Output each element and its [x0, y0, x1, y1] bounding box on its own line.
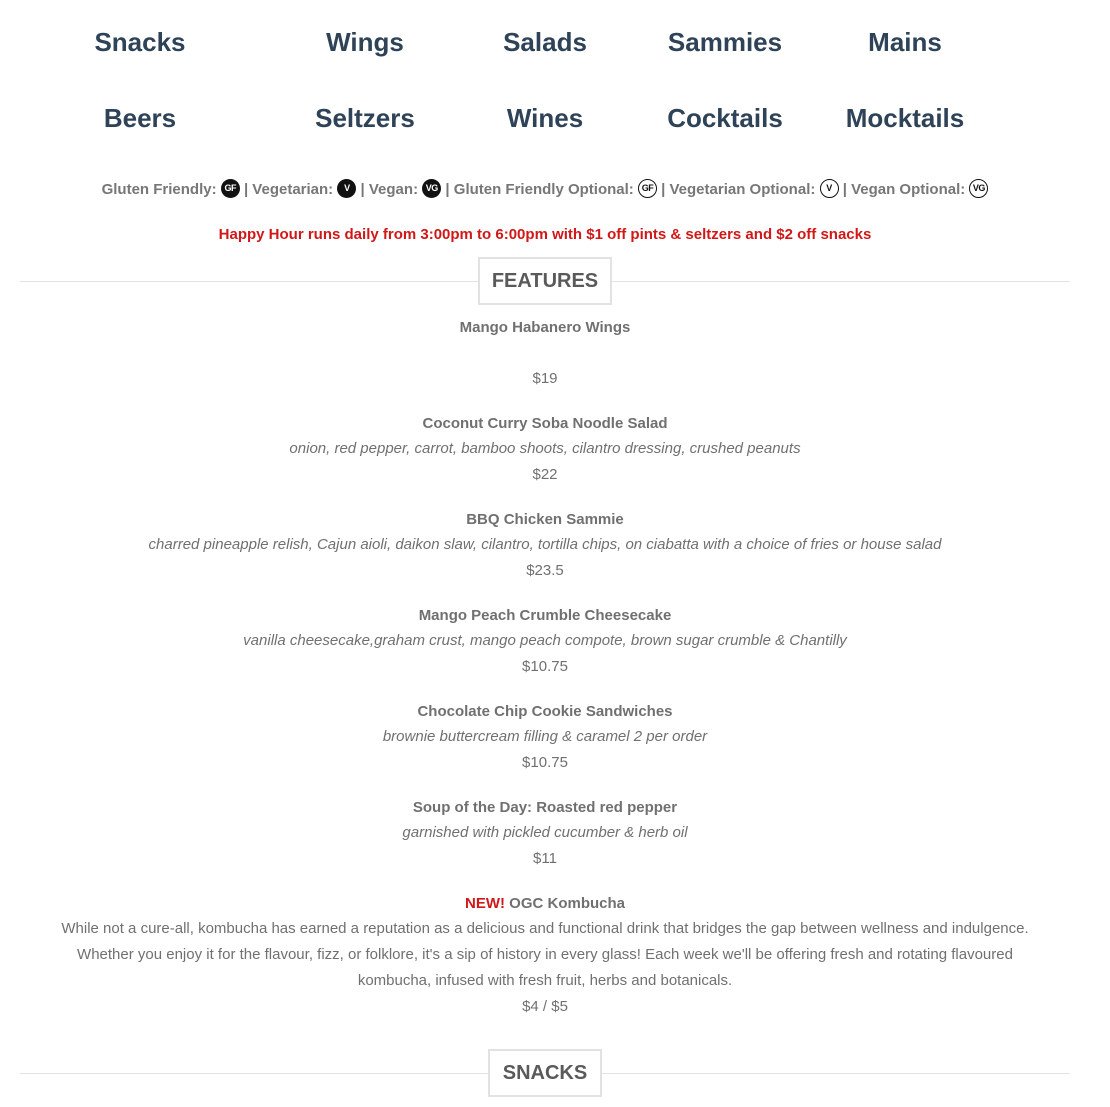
nav-link-mains[interactable]: Mains — [868, 27, 942, 57]
nav-link-sammies[interactable]: Sammies — [667, 27, 783, 57]
happy-hour-notice: Happy Hour runs daily from 3:00pm to 6:00pm with $1 off pints & seltzers and $2 off snacks — [218, 226, 872, 243]
nav-link-salads[interactable]: Salads — [503, 27, 587, 57]
legend-vegetarian-optional-label: | Vegetarian Optional: — [661, 181, 816, 198]
menu-item — [0, 700, 1090, 776]
dietary-legend — [0, 178, 1090, 202]
menu-item — [0, 412, 1090, 488]
vegan-optional-icon: VG — [969, 179, 988, 198]
menu-item-kombucha — [0, 892, 1090, 1020]
legend-gluten-friendly-label: Gluten Friendly: — [101, 181, 217, 198]
menu-item-price: $10.75 — [522, 754, 568, 771]
menu-item-desc — [0, 340, 1090, 366]
gluten-friendly-icon: GF — [221, 179, 240, 198]
nav-link-seltzers[interactable]: Seltzers — [315, 103, 415, 133]
menu-item-price: $19 — [532, 370, 558, 387]
menu-item — [0, 604, 1090, 680]
nav-link-snacks[interactable]: Snacks — [94, 27, 186, 57]
menu-item-price: $22 — [532, 466, 558, 483]
features-list — [0, 316, 1090, 1040]
snacks-section-title: SNACKS — [488, 1049, 602, 1097]
menu-item-name: Chocolate Chip Cookie Sandwiches — [417, 703, 673, 720]
vegetarian-icon: V — [337, 179, 356, 198]
menu-item-name: Mango Peach Crumble Cheesecake — [418, 607, 672, 624]
menu-item-price: $4 / $5 — [522, 998, 568, 1015]
legend-gluten-friendly-optional-label: | Gluten Friendly Optional: — [445, 181, 634, 198]
nav-link-mocktails[interactable]: Mocktails — [845, 103, 965, 133]
menu-item-name: Soup of the Day: Roasted red pepper — [412, 799, 678, 816]
menu-item — [0, 508, 1090, 584]
legend-vegan-label: | Vegan: — [360, 181, 419, 198]
menu-item-desc: garnished with pickled cucumber & herb oil — [402, 824, 688, 841]
menu-item-name: Coconut Curry Soba Noodle Salad — [422, 415, 668, 432]
menu-item-price: $10.75 — [522, 658, 568, 675]
menu-item-price: $23.5 — [526, 562, 564, 579]
vegetarian-optional-icon: V — [820, 179, 839, 198]
menu-item-name: Mango Habanero Wings — [459, 319, 631, 336]
menu-item-desc: While not a cure-all, kombucha has earned a reputation as a delicious and functional drink that bridges the gap between wellness and indulgence. Whether you enjoy it for the flavour, fizz, or folklore, it's a sip of history in every glass! Each week we'll be offering fresh and rotating flavoured kombucha, infused with fresh fruit, herbs and botanicals. — [61, 920, 1029, 989]
nav-link-wings[interactable]: Wings — [326, 27, 404, 57]
legend-vegetarian-label: | Vegetarian: — [243, 181, 334, 198]
menu-item-desc: onion, red pepper, carrot, bamboo shoots, cilantro dressing, crushed peanuts — [289, 440, 801, 457]
menu-item-name: BBQ Chicken Sammie — [466, 511, 624, 528]
gluten-friendly-optional-icon: GF — [638, 179, 657, 198]
menu-item-name — [0, 892, 1090, 916]
menu-item-desc: vanilla cheesecake,graham crust, mango peach compote, brown sugar crumble & Chantilly — [243, 632, 847, 649]
menu-item-price: $11 — [533, 850, 557, 867]
nav-link-beers[interactable]: Beers — [103, 103, 177, 133]
legend-vegan-optional-label: | Vegan Optional: — [842, 181, 966, 198]
vegan-icon: VG — [422, 179, 441, 198]
nav-link-cocktails[interactable]: Cocktails — [667, 103, 783, 133]
menu-item-desc: brownie buttercream filling & caramel 2 per order — [382, 728, 708, 745]
features-section-title: FEATURES — [478, 257, 612, 305]
new-badge: NEW! — [464, 895, 505, 912]
menu-item — [0, 316, 1090, 392]
drink-category-nav — [50, 98, 1050, 138]
menu-item — [0, 796, 1090, 872]
kombucha-name: OGC Kombucha — [509, 895, 625, 912]
food-category-nav — [50, 22, 1050, 62]
menu-item-desc: charred pineapple relish, Cajun aioli, daikon slaw, cilantro, tortilla chips, on ciabatta with a choice of fries or house salad — [148, 536, 942, 553]
nav-link-wines[interactable]: Wines — [506, 103, 584, 133]
